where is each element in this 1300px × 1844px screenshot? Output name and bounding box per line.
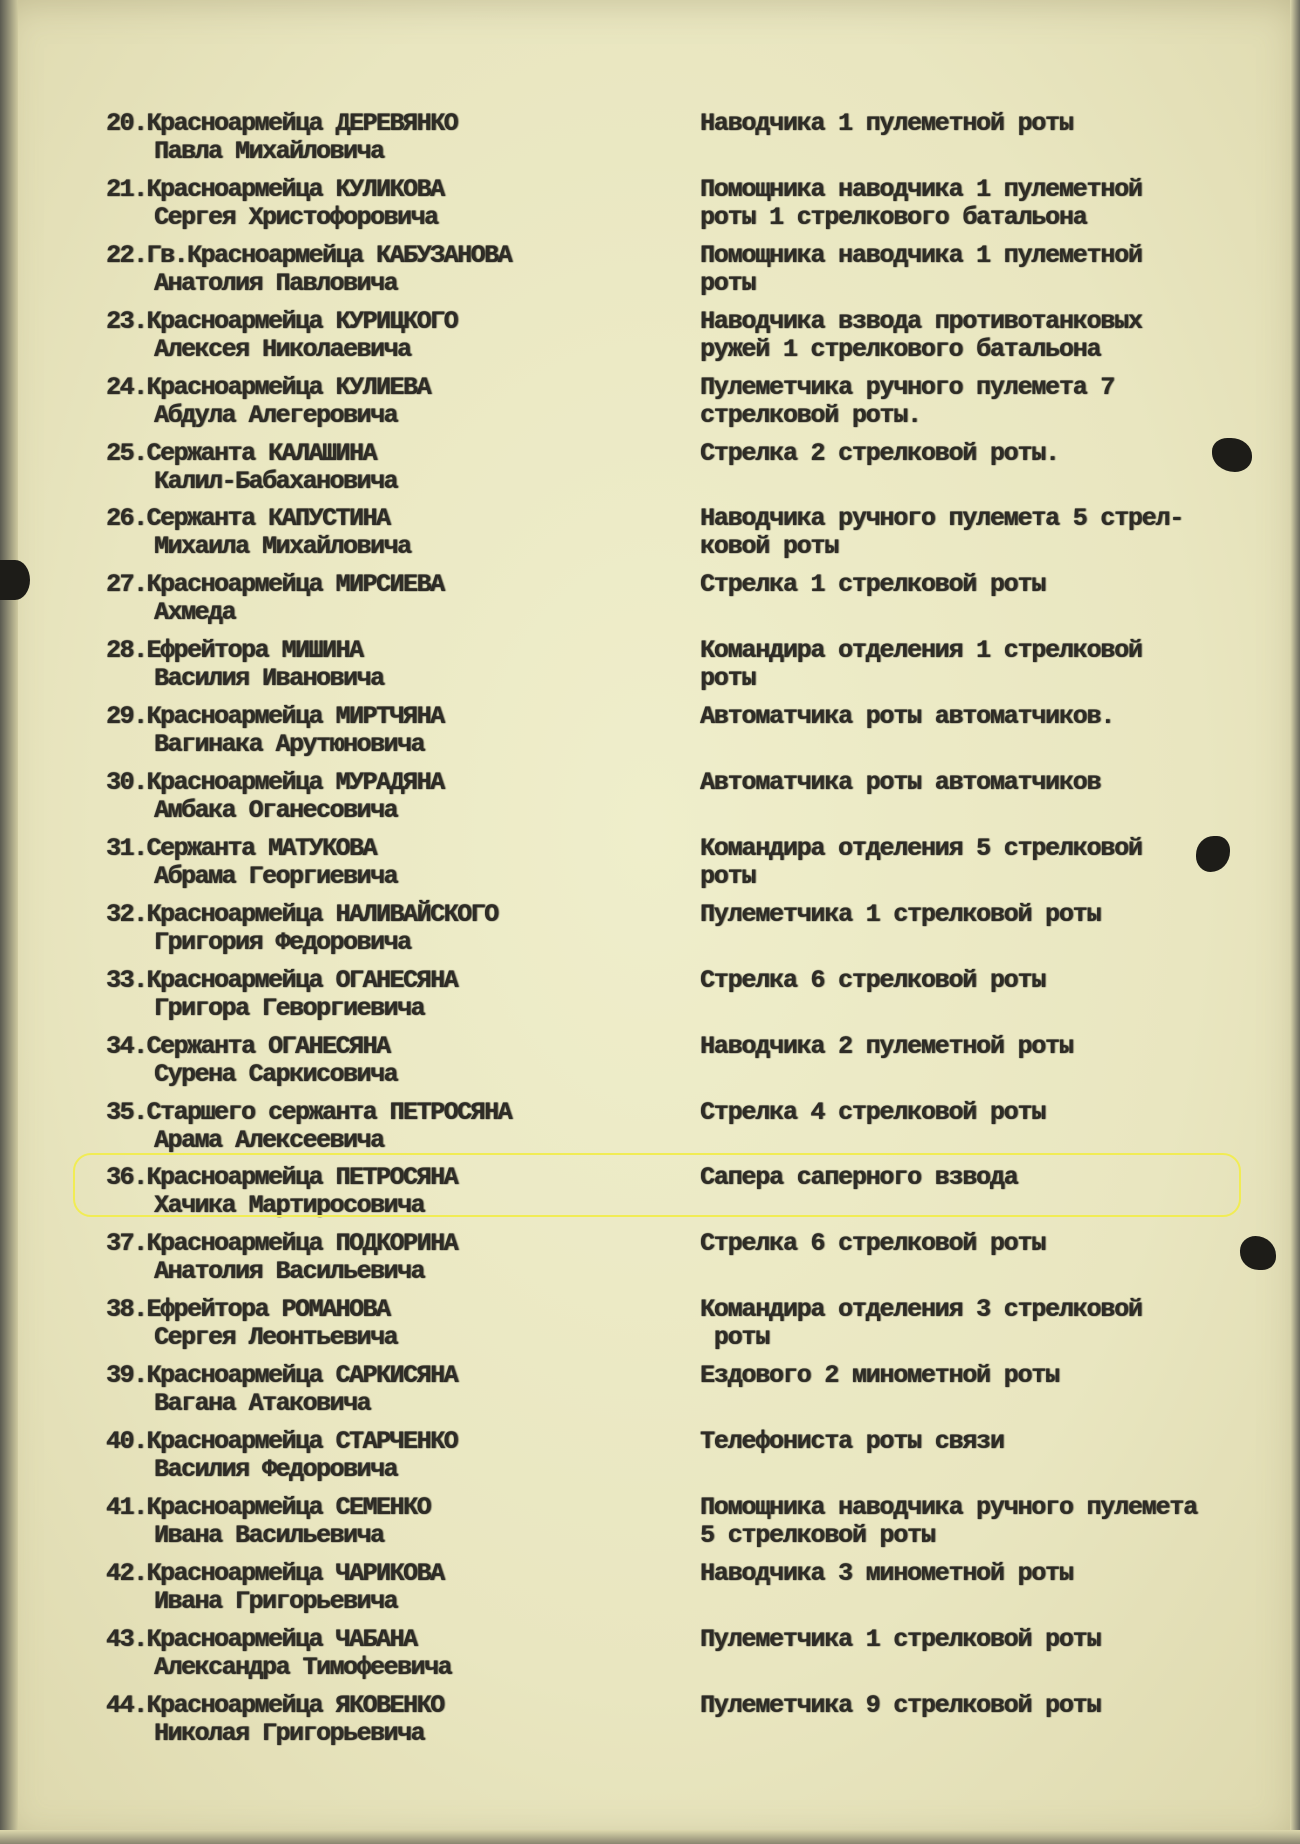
entry-number: 32. xyxy=(106,900,147,929)
given-names: Николая Григорьевича xyxy=(154,1719,425,1748)
rank-surname: Красноармейца САРКИСЯНА xyxy=(146,1361,458,1390)
position-description: Сапера саперного взвода xyxy=(700,1163,1018,1192)
rank-surname: Красноармейца КУЛИЕВА xyxy=(146,373,431,402)
list-item xyxy=(0,505,1300,569)
entry-number: 38. xyxy=(106,1295,147,1324)
given-names: Анатолия Павловича xyxy=(154,269,398,298)
entry-number: 40. xyxy=(106,1427,147,1456)
person-name xyxy=(106,1692,666,1748)
rank-surname: Сержанта КАПУСТИНА xyxy=(146,504,390,533)
entry-number: 44. xyxy=(106,1691,147,1720)
rank-surname: Красноармейца ЧАБАНА xyxy=(146,1625,417,1654)
position-description: Стрелка 6 стрелковой роты xyxy=(700,966,1046,995)
person-name xyxy=(106,440,666,496)
given-names: Ивана Васильевича xyxy=(154,1521,384,1550)
rank-surname: Гв.Красноармейца КАБУЗАНОВА xyxy=(146,241,512,270)
position-description: Наводчика взвода противотанковых ружей 1 стрелкового батальона xyxy=(700,307,1142,364)
rank-surname: Красноармейца КУЛИКОВА xyxy=(146,175,444,204)
list-item xyxy=(0,1494,1300,1558)
position-description: Командира отделения 5 стрелковой роты xyxy=(700,834,1142,891)
highlighted-row-outline xyxy=(73,1153,1241,1217)
rank-surname: Сержанта КАЛАШИНА xyxy=(146,439,377,468)
entry-number: 43. xyxy=(106,1625,147,1654)
entry-number: 36. xyxy=(106,1163,147,1192)
given-names: Хачика Мартиросовича xyxy=(154,1191,425,1220)
list-item xyxy=(0,769,1300,833)
rank-surname: Сержанта ОГАНЕСЯНА xyxy=(146,1032,390,1061)
given-names: Абдула Алегеровича xyxy=(154,401,398,430)
list-item xyxy=(0,967,1300,1031)
person-name xyxy=(106,901,666,957)
given-names: Вагана Атаковича xyxy=(154,1389,371,1418)
rank-surname: Сержанта МАТУКОВА xyxy=(146,834,377,863)
list-item xyxy=(0,1296,1300,1360)
person-name xyxy=(106,769,666,825)
given-names: Александра Тимофеевича xyxy=(154,1653,452,1682)
person-name xyxy=(106,176,666,232)
position-description: Автоматчика роты автоматчиков xyxy=(700,768,1101,797)
position-description: Помощника наводчика 1 пулеметной роты xyxy=(700,241,1142,298)
list-item xyxy=(0,1033,1300,1097)
list-item xyxy=(0,571,1300,635)
given-names: Сурена Саркисовича xyxy=(154,1060,398,1089)
person-name xyxy=(106,110,666,166)
entry-number: 25. xyxy=(106,439,147,468)
list-item xyxy=(0,440,1300,504)
list-item xyxy=(0,242,1300,306)
position-description: Стрелка 6 стрелковой роты xyxy=(700,1229,1046,1258)
person-name xyxy=(106,703,666,759)
person-name xyxy=(106,1494,666,1550)
rank-surname: Красноармейца ЧАРИКОВА xyxy=(146,1559,444,1588)
entry-number: 29. xyxy=(106,702,147,731)
given-names: Григория Федоровича xyxy=(154,928,411,957)
given-names: Ивана Григорьевича xyxy=(154,1587,398,1616)
entry-number: 21. xyxy=(106,175,147,204)
entry-number: 41. xyxy=(106,1493,147,1522)
entry-number: 42. xyxy=(106,1559,147,1588)
person-name xyxy=(106,374,666,430)
entry-number: 27. xyxy=(106,570,147,599)
position-description: Автоматчика роты автоматчиков. xyxy=(700,702,1115,731)
person-name xyxy=(106,1626,666,1682)
position-description: Пулеметчика 9 стрелковой роты xyxy=(700,1691,1101,1720)
person-name xyxy=(106,242,666,298)
rank-surname: Красноармейца ПОДКОРИНА xyxy=(146,1229,458,1258)
position-description: Пулеметчика 1 стрелковой роты xyxy=(700,900,1101,929)
rank-surname: Старшего сержанта ПЕТРОСЯНА xyxy=(146,1098,512,1127)
person-name xyxy=(106,1099,666,1155)
position-description: Помощника наводчика ручного пулемета 5 стрелковой роты xyxy=(700,1493,1197,1550)
position-description: Наводчика 2 пулеметной роты xyxy=(700,1032,1073,1061)
given-names: Сергея Леонтьевича xyxy=(154,1323,398,1352)
person-name xyxy=(106,1362,666,1418)
entry-number: 20. xyxy=(106,109,147,138)
list-item xyxy=(0,901,1300,965)
rank-surname: Ефрейтора РОМАНОВА xyxy=(146,1295,390,1324)
list-item xyxy=(0,1692,1300,1756)
list-item xyxy=(0,176,1300,240)
position-description: Стрелка 4 стрелковой роты xyxy=(700,1098,1046,1127)
page-bottom-edge xyxy=(0,1830,1300,1844)
rank-surname: Красноармейца СЕМЕНКО xyxy=(146,1493,431,1522)
list-item xyxy=(0,374,1300,438)
person-name xyxy=(106,1428,666,1484)
rank-surname: Ефрейтора МИШИНА xyxy=(146,636,363,665)
entry-number: 23. xyxy=(106,307,147,336)
position-description: Пулеметчика ручного пулемета 7 стрелковой роты. xyxy=(700,373,1115,430)
person-name xyxy=(106,1296,666,1352)
given-names: Вагинака Арутюновича xyxy=(154,730,425,759)
entry-number: 35. xyxy=(106,1098,147,1127)
list-item xyxy=(0,1230,1300,1294)
given-names: Анатолия Васильевича xyxy=(154,1257,425,1286)
entry-number: 22. xyxy=(106,241,147,270)
entry-number: 34. xyxy=(106,1032,147,1061)
given-names: Амбака Оганесовича xyxy=(154,796,398,825)
list-item xyxy=(0,637,1300,701)
list-item xyxy=(0,1362,1300,1426)
rank-surname: Красноармейца КУРИЦКОГО xyxy=(146,307,458,336)
given-names: Арама Алексеевича xyxy=(154,1126,384,1155)
person-name xyxy=(106,1033,666,1089)
person-name xyxy=(106,308,666,364)
rank-surname: Красноармейца МИРСИЕВА xyxy=(146,570,444,599)
given-names: Калил-Бабахановича xyxy=(154,467,398,496)
given-names: Григора Геворгиевича xyxy=(154,994,425,1023)
list-item xyxy=(0,1560,1300,1624)
entry-number: 33. xyxy=(106,966,147,995)
position-description: Стрелка 1 стрелковой роты xyxy=(700,570,1046,599)
rank-surname: Красноармейца НАЛИВАЙСКОГО xyxy=(146,900,498,929)
given-names: Ахмеда xyxy=(154,598,236,627)
entry-number: 24. xyxy=(106,373,147,402)
rank-surname: Красноармейца ПЕТРОСЯНА xyxy=(146,1163,458,1192)
entry-number: 28. xyxy=(106,636,147,665)
entry-number: 31. xyxy=(106,834,147,863)
person-name xyxy=(106,1560,666,1616)
position-description: Помощника наводчика 1 пулеметной роты 1 стрелкового батальона xyxy=(700,175,1142,232)
position-description: Стрелка 2 стрелковой роты. xyxy=(700,439,1059,468)
position-description: Ездового 2 минометной роты xyxy=(700,1361,1059,1390)
list-item xyxy=(0,835,1300,899)
position-description: Наводчика ручного пулемета 5 стрел- ковой роты xyxy=(700,504,1184,561)
given-names: Василия Ивановича xyxy=(154,664,384,693)
person-name xyxy=(106,505,666,561)
rank-surname: Красноармейца ЯКОВЕНКО xyxy=(146,1691,444,1720)
person-name xyxy=(106,571,666,627)
person-name xyxy=(106,967,666,1023)
entry-number: 39. xyxy=(106,1361,147,1390)
given-names: Павла Михайловича xyxy=(154,137,384,166)
position-description: Наводчика 3 минометной роты xyxy=(700,1559,1073,1588)
given-names: Сергея Христофоровича xyxy=(154,203,438,232)
position-description: Командира отделения 1 стрелковой роты xyxy=(700,636,1142,693)
entry-number: 26. xyxy=(106,504,147,533)
given-names: Алексея Николаевича xyxy=(154,335,411,364)
list-item xyxy=(0,1428,1300,1492)
person-name xyxy=(106,637,666,693)
position-description: Командира отделения 3 стрелковой роты xyxy=(700,1295,1142,1352)
person-name xyxy=(106,1230,666,1286)
rank-surname: Красноармейца ОГАНЕСЯНА xyxy=(146,966,458,995)
position-description: Телефониста роты связи xyxy=(700,1427,1004,1456)
given-names: Михаила Михайловича xyxy=(154,532,411,561)
entry-number: 30. xyxy=(106,768,147,797)
list-item xyxy=(0,110,1300,174)
given-names: Василия Федоровича xyxy=(154,1455,398,1484)
rank-surname: Красноармейца МИРТЧЯНА xyxy=(146,702,444,731)
position-description: Пулеметчика 1 стрелковой роты xyxy=(700,1625,1101,1654)
list-item xyxy=(0,1626,1300,1690)
list-item xyxy=(0,308,1300,372)
given-names: Абрама Георгиевича xyxy=(154,862,398,891)
person-name xyxy=(106,835,666,891)
rank-surname: Красноармейца ДЕРЕВЯНКО xyxy=(146,109,458,138)
position-description: Наводчика 1 пулеметной роты xyxy=(700,109,1073,138)
rank-surname: Красноармейца СТАРЧЕНКО xyxy=(146,1427,458,1456)
entry-number: 37. xyxy=(106,1229,147,1258)
rank-surname: Красноармейца МУРАДЯНА xyxy=(146,768,444,797)
list-item xyxy=(0,703,1300,767)
